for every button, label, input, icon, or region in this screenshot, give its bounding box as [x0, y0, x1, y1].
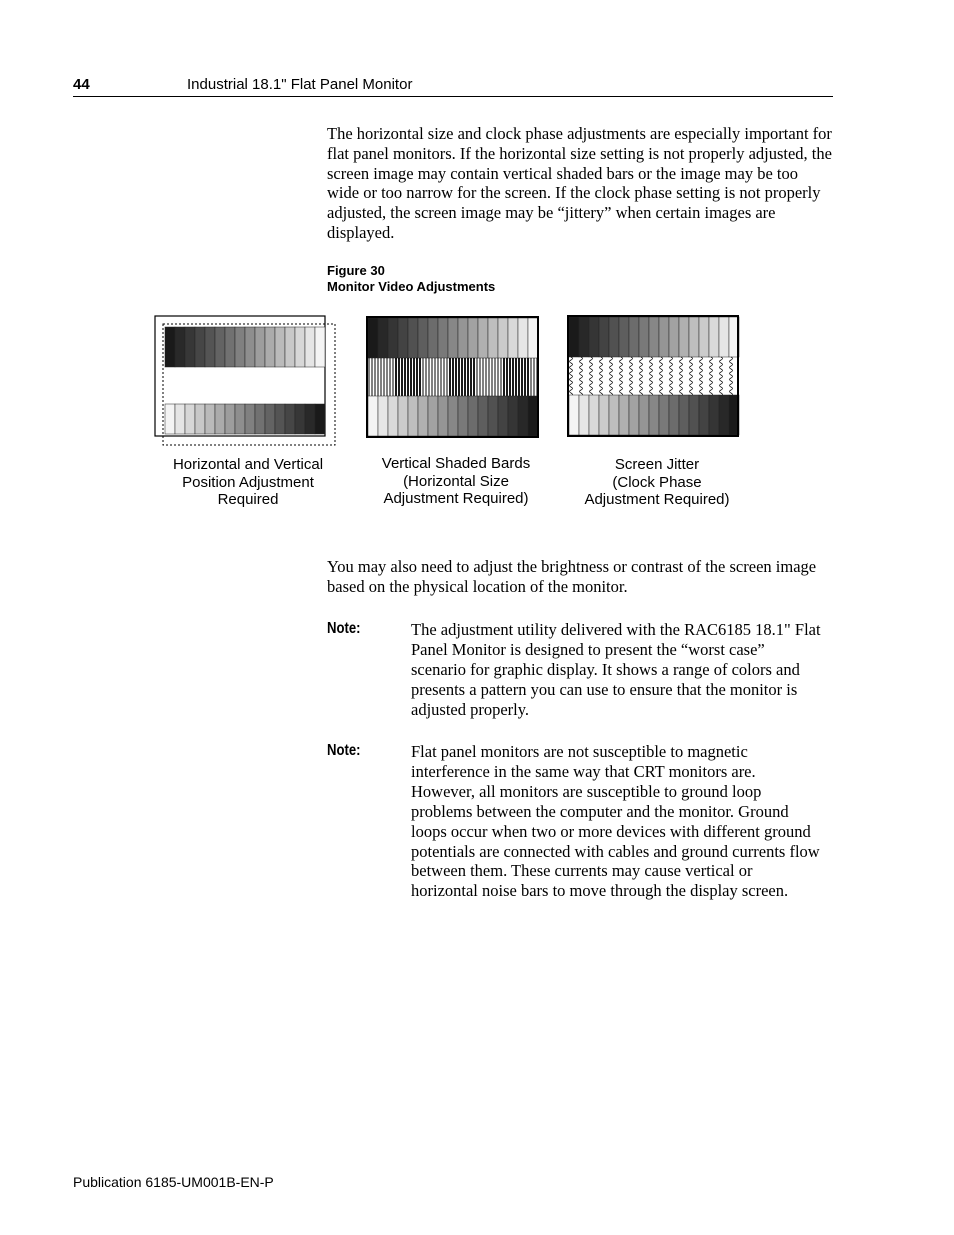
panel2-bottom-bar — [508, 396, 518, 436]
panel2-bottom-bars — [368, 396, 538, 436]
panel3-top-bar — [719, 317, 729, 357]
panel2-top-bar — [408, 318, 418, 358]
panel2-top-bar — [498, 318, 508, 358]
panel1-bottom-bar — [235, 404, 245, 434]
panel2-bottom-bar — [518, 396, 528, 436]
panel1-top-bar — [175, 327, 185, 367]
panel2-bottom-bar — [488, 396, 498, 436]
panel2-top-bar — [478, 318, 488, 358]
panel2-bottom-bar — [428, 396, 438, 436]
panel3-jitter-line — [710, 357, 713, 399]
screen-jitter-panel — [567, 315, 740, 437]
panel1-label — [158, 456, 338, 509]
panel3-jitter-line — [680, 357, 683, 399]
panel2-bottom-bar — [378, 396, 388, 436]
figure-number: Figure 30 — [327, 263, 385, 278]
panel2-bottom-bar — [468, 396, 478, 436]
panel2-top-bar — [468, 318, 478, 358]
panel2-bottom-bar — [418, 396, 428, 436]
panel1-top-bar — [205, 327, 215, 367]
panel3-bottom-bar — [619, 395, 629, 435]
figure-caption — [327, 263, 495, 295]
panel1-bottom-bar — [215, 404, 225, 434]
panel1-bottom-bar — [195, 404, 205, 434]
panel3-jitter-line — [660, 357, 663, 399]
panel2-bottom-bar — [528, 396, 538, 436]
panel1-bottom-bar — [275, 404, 285, 434]
panel1-top-bar — [225, 327, 235, 367]
figure-title: Monitor Video Adjustments — [327, 279, 496, 294]
running-header-title: Industrial 18.1" Flat Panel Monitor — [187, 76, 413, 93]
panel1-top-bar — [315, 327, 325, 367]
note-2-text: Flat panel monitors are not susceptible to magnetic interference in the same way that CRT monitors are. However, all monitors are susceptible to ground loop problems between the computer and the monitor. Ground loops occur when two or more devices with different ground potentials are connected with cables and ground currents flow between them. These currents may cause vertical or horizontal noise bars to move through the display screen. — [411, 742, 820, 901]
panel3-top-bar — [669, 317, 679, 357]
panel2-bottom-bar — [478, 396, 488, 436]
panel3-jitter-line — [670, 357, 673, 399]
panel1-label-text: Horizontal and Vertical Position Adjustment Required — [172, 456, 324, 508]
panel1-bottom-bar — [165, 404, 175, 434]
panel3-top-bar — [679, 317, 689, 357]
panel3-jitter-line — [600, 357, 603, 399]
position-adjustment-panel — [154, 314, 338, 448]
panel2-top-bar — [488, 318, 498, 358]
panel3-bottom-bar — [649, 395, 659, 435]
panel1-bottom-bar — [205, 404, 215, 434]
panel1-top-bar — [295, 327, 305, 367]
panel3-top-bar — [609, 317, 619, 357]
panel2-top-bar — [368, 318, 378, 358]
panel3-bottom-bar — [669, 395, 679, 435]
panel3-top-bar — [709, 317, 719, 357]
panel3-top-bar — [699, 317, 709, 357]
panel3-top-bar — [639, 317, 649, 357]
panel3-jitter-band — [570, 357, 733, 399]
panel2-bottom-bar — [368, 396, 378, 436]
panel1-bottom-bar — [185, 404, 195, 434]
panel1-bottom-bar — [255, 404, 265, 434]
shaded-bars-panel — [366, 316, 540, 438]
panel3-top-bar — [569, 317, 579, 357]
panel3-top-bars — [569, 317, 739, 357]
panel3-jitter-line — [570, 357, 573, 399]
panel3-bottom-bar — [629, 395, 639, 435]
panel2-bottom-bar — [408, 396, 418, 436]
panel2-bottom-bar — [498, 396, 508, 436]
panel3-top-bar — [589, 317, 599, 357]
panel3-bottom-bar — [679, 395, 689, 435]
panel3-jitter-line — [640, 357, 643, 399]
panel3-bottom-bars — [569, 395, 739, 435]
panel3-bottom-bar — [659, 395, 669, 435]
note-1-text: The adjustment utility delivered with the RAC6185 18.1" Flat Panel Monitor is designed to present the “worst case” scenario for graphic display. It shows a range of colors and presents a pattern you can use to ensure that the monitor is adjusted properly. — [411, 620, 821, 719]
panel2-top-bar — [428, 318, 438, 358]
panel2-top-bar — [398, 318, 408, 358]
panel3-jitter-line — [650, 357, 653, 399]
panel1-top-bar — [265, 327, 275, 367]
panel3-jitter-line — [590, 357, 593, 399]
panel1-top-bar — [235, 327, 245, 367]
panel3-bottom-bar — [709, 395, 719, 435]
panel3-jitter-line — [580, 357, 583, 399]
panel3-label — [568, 456, 746, 509]
panel3-top-bar — [579, 317, 589, 357]
panel3-bottom-bar — [689, 395, 699, 435]
panel2-top-bar — [448, 318, 458, 358]
panel3-jitter-line — [690, 357, 693, 399]
panel3-bottom-bar — [569, 395, 579, 435]
panel3-bottom-bar — [579, 395, 589, 435]
panel1-bottom-bars — [165, 404, 325, 434]
header-rule — [73, 96, 833, 97]
panel1-top-bar — [305, 327, 315, 367]
panel2-bottom-bar — [438, 396, 448, 436]
panel2-bottom-bar — [458, 396, 468, 436]
panel1-bottom-bar — [245, 404, 255, 434]
intro-paragraph: The horizontal size and clock phase adjustments are especially important for flat panel monitors. If the horizontal size setting is not properly adjusted, the screen image may contain vertical shaded bars or the image may be too wide or too narrow for the screen. If the clock phase setting is not properly adjusted, the screen image may be “jittery” when certain images are displayed. — [327, 124, 832, 242]
panel2-top-bar — [518, 318, 528, 358]
panel3-bottom-bar — [589, 395, 599, 435]
panel2-top-bar — [458, 318, 468, 358]
panel1-bottom-bar — [265, 404, 275, 434]
brightness-paragraph: You may also need to adjust the brightness or contrast of the screen image based on the physical location of the monitor. — [327, 557, 817, 596]
panel2-bottom-bar — [388, 396, 398, 436]
panel2-top-bars — [368, 318, 538, 358]
panel2-top-bar — [438, 318, 448, 358]
panel2-top-bar — [388, 318, 398, 358]
panel3-top-bar — [649, 317, 659, 357]
panel2-label — [360, 455, 552, 508]
panel1-bottom-bar — [175, 404, 185, 434]
note-1-label: Note: — [327, 620, 361, 637]
panel3-bottom-bar — [639, 395, 649, 435]
panel3-bottom-bar — [599, 395, 609, 435]
panel1-top-bar — [215, 327, 225, 367]
panel3-jitter-line — [730, 357, 733, 399]
note-2-label: Note: — [327, 742, 361, 759]
panel2-top-bar — [528, 318, 538, 358]
panel2-bottom-bar — [398, 396, 408, 436]
panel3-label-text: Screen Jitter (Clock Phase Adjustment Required) — [584, 456, 730, 508]
panel3-top-bar — [689, 317, 699, 357]
panel1-bottom-bar — [315, 404, 325, 434]
panel3-bottom-bar — [699, 395, 709, 435]
panel2-label-text: Vertical Shaded Bards (Horizontal Size Adjustment Required) — [381, 455, 531, 507]
panel3-jitter-line — [630, 357, 633, 399]
panel1-top-bar — [255, 327, 265, 367]
panel3-bottom-bar — [719, 395, 729, 435]
panel3-jitter-line — [700, 357, 703, 399]
panel1-top-bar — [285, 327, 295, 367]
panel3-jitter-line — [620, 357, 623, 399]
page-number: 44 — [73, 76, 90, 93]
panel3-bottom-bar — [609, 395, 619, 435]
panel3-top-bar — [599, 317, 609, 357]
panel2-top-bar — [508, 318, 518, 358]
panel3-jitter-line — [720, 357, 723, 399]
panel1-top-bar — [245, 327, 255, 367]
panel1-top-bar — [195, 327, 205, 367]
footer-publication: Publication 6185-UM001B-EN-P — [73, 1174, 274, 1190]
panel3-top-bar — [659, 317, 669, 357]
panel1-bottom-bar — [225, 404, 235, 434]
panel1-top-bar — [275, 327, 285, 367]
panel3-jitter-line — [610, 357, 613, 399]
panel2-top-bar — [378, 318, 388, 358]
panel3-top-bar — [629, 317, 639, 357]
panel2-top-bar — [418, 318, 428, 358]
panel1-top-bars — [165, 327, 325, 367]
panel1-top-bar — [185, 327, 195, 367]
panel2-stripe-band — [369, 358, 537, 396]
panel1-bottom-bar — [285, 404, 295, 434]
panel2-bottom-bar — [448, 396, 458, 436]
panel3-top-bar — [619, 317, 629, 357]
panel1-bottom-bar — [305, 404, 315, 434]
panel1-bottom-bar — [295, 404, 305, 434]
panel1-top-bar — [165, 327, 175, 367]
